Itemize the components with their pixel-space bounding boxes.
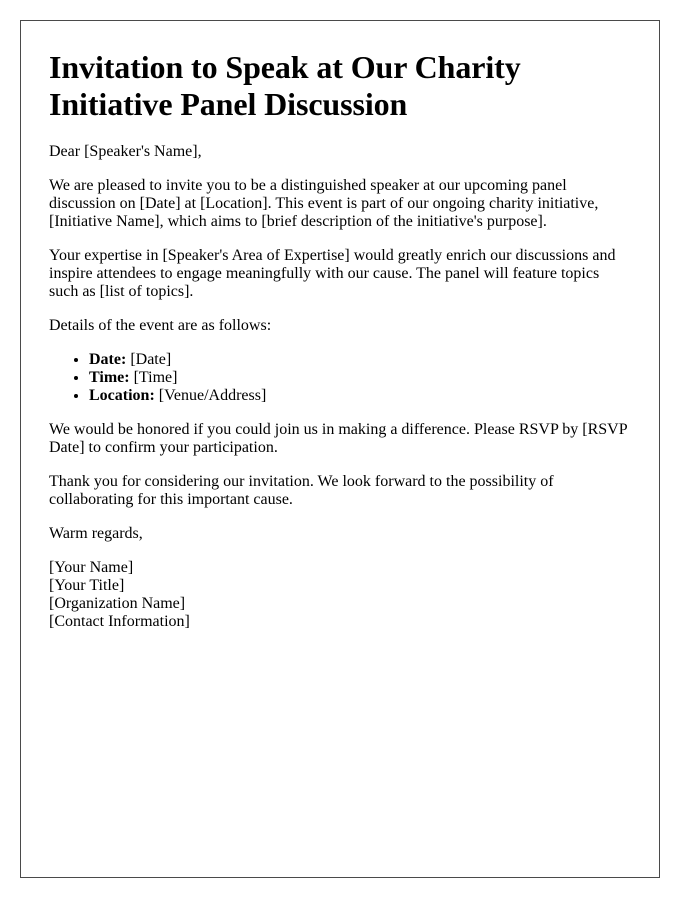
salutation: Dear [Speaker's Name],: [49, 143, 202, 160]
signature-organization: [Organization Name]: [49, 595, 186, 612]
detail-date: [89, 351, 631, 369]
letter-title: Invitation to Speak at Our Charity Initiative Panel Discussion: [49, 49, 521, 122]
paragraph-expertise: Your expertise in [Speaker's Area of Expertise] would greatly enrich our discussions and inspire attendees to engage meaningfully with our cause. The panel will feature topics such as [list of topics].: [49, 247, 616, 300]
signature-name: [Your Name]: [49, 559, 134, 576]
signature-contact: [Contact Information]: [49, 613, 190, 630]
signature-block: [49, 559, 631, 631]
detail-time: [89, 369, 631, 387]
letter-page: [20, 20, 660, 878]
paragraph-thanks: Thank you for considering our invitation. We look forward to the possibility of collaborating for this important cause.: [49, 473, 554, 508]
detail-time-value: [Time]: [133, 369, 178, 386]
paragraph-rsvp: We would be honored if you could join us in making a difference. Please RSVP by [RSVP Date] to confirm your participation.: [49, 421, 628, 456]
detail-time-label: Time:: [89, 369, 130, 386]
details-intro: Details of the event are as follows:: [49, 317, 272, 334]
paragraph-invitation: We are pleased to invite you to be a distinguished speaker at our upcoming panel discussion on [Date] at [Location]. This event is part of our ongoing charity initiative, [Initiative Name], which aims to [brief description of the initiative's purpose].: [49, 177, 599, 230]
detail-location-value: [Venue/Address]: [158, 387, 267, 404]
detail-location: [89, 387, 631, 405]
detail-location-label: Location:: [89, 387, 155, 404]
detail-date-value: [Date]: [130, 351, 172, 368]
detail-date-label: Date:: [89, 351, 127, 368]
signature-title: [Your Title]: [49, 577, 125, 594]
closing: Warm regards,: [49, 525, 143, 542]
event-details-list: [49, 351, 631, 405]
